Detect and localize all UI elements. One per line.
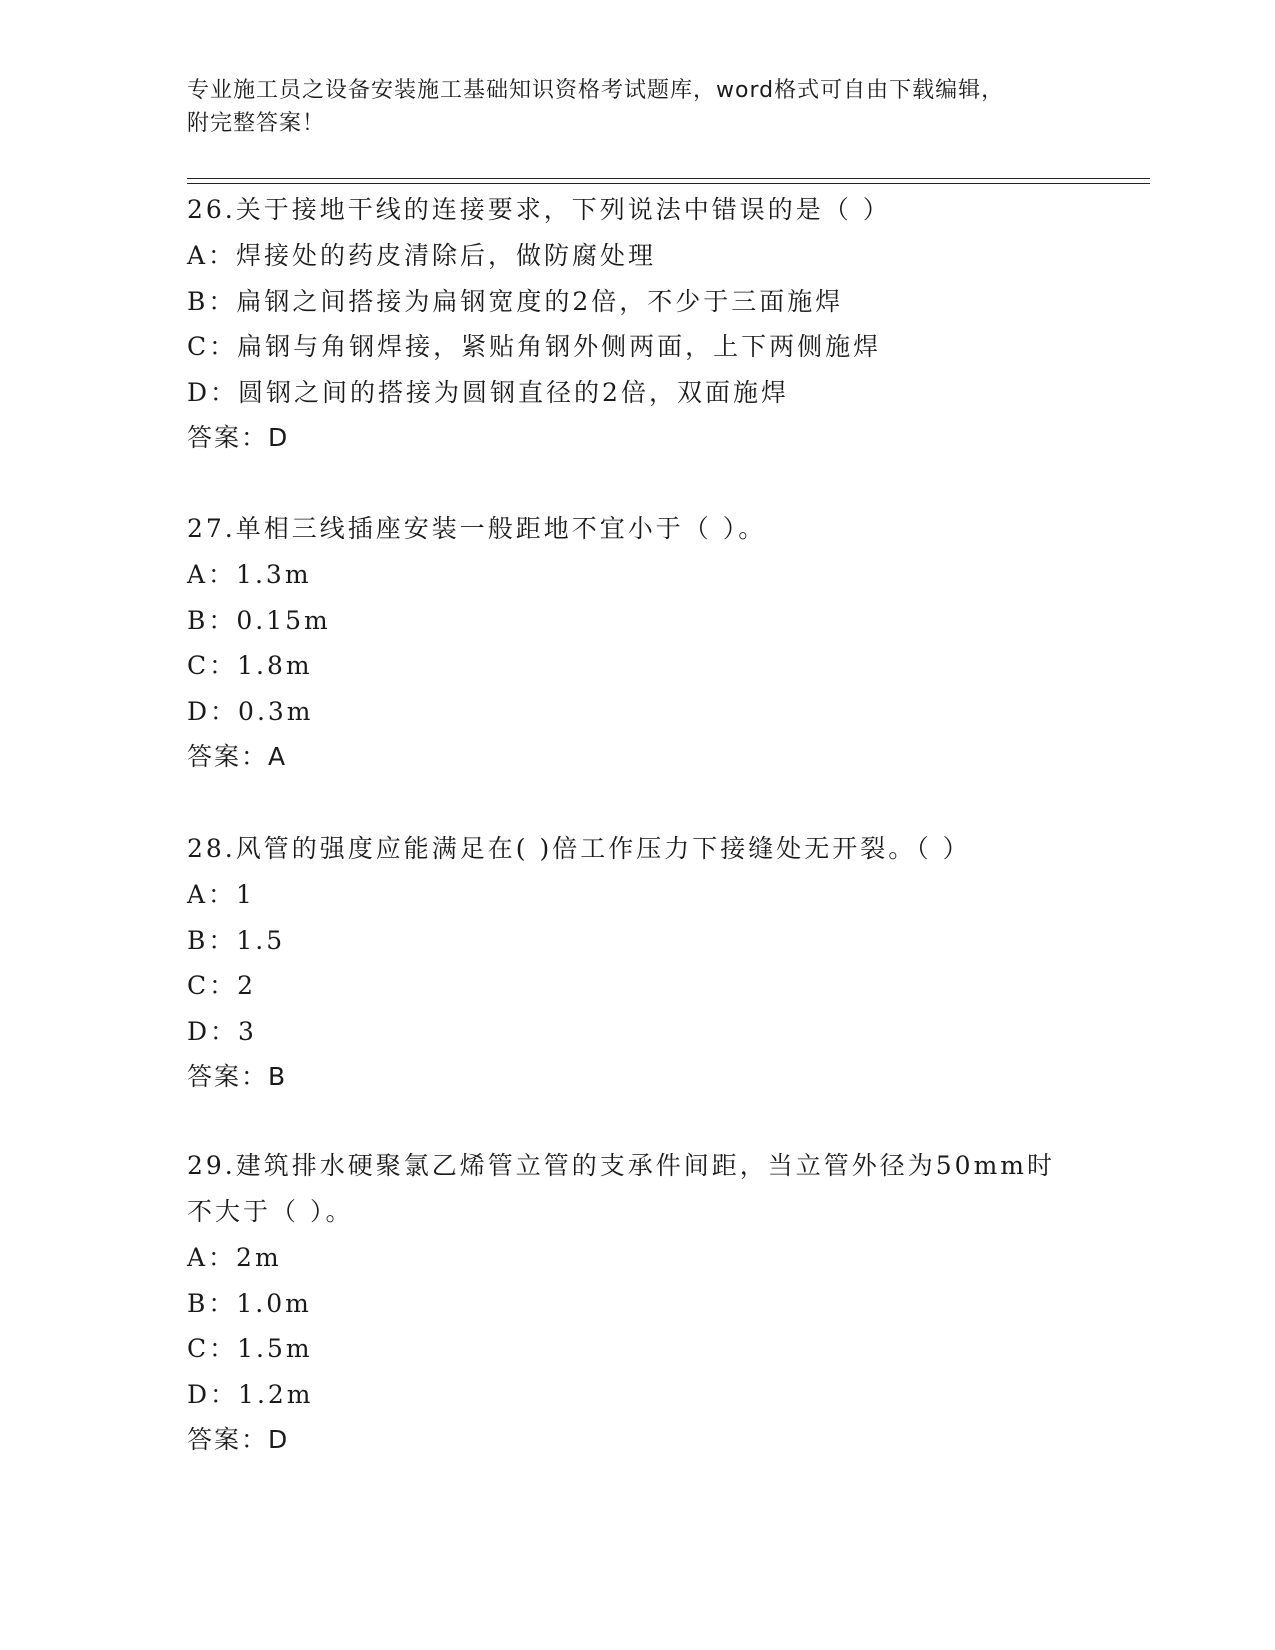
question-27 (187, 506, 1087, 780)
header-divider-bottom (187, 183, 1150, 184)
question-29 (187, 1143, 1087, 1463)
option-c: C：扁钢与角钢焊接，紧贴角钢外侧两面，上下两侧施焊 (187, 332, 882, 361)
answer: 答案：A (187, 742, 288, 771)
option-d: D：1.2m (187, 1379, 314, 1409)
option-a: A：2m (187, 1243, 282, 1272)
option-b: B：1.5 (187, 925, 286, 955)
document-header (187, 74, 1077, 140)
answer: 答案：D (187, 423, 290, 452)
option-d: D：3 (187, 1016, 257, 1046)
option-d: D：圆钢之间的搭接为圆钢直径的2倍，双面施焊 (187, 377, 789, 407)
option-a: A：1 (187, 880, 255, 909)
option-c: C：1.5m (187, 1334, 313, 1363)
header-line-1: 专业施工员之设备安装施工基础知识资格考试题库，word格式可自由下载编辑， (187, 78, 1005, 103)
answer: 答案：D (187, 1425, 290, 1454)
answer: 答案：B (187, 1062, 288, 1091)
header-divider-top (187, 178, 1150, 179)
option-b: B：0.15m (187, 605, 331, 635)
option-c: C：2 (187, 971, 257, 1000)
question-stem: 28.风管的强度应能满足在( )倍工作压力下接缝处无开裂。（ ） (187, 834, 971, 863)
option-a: A：1.3m (187, 560, 312, 589)
option-d: D：0.3m (187, 696, 314, 726)
question-stem-continued: 不大于（ ）。 (187, 1197, 354, 1226)
option-b: B：1.0m (187, 1288, 312, 1318)
option-a: A：焊接处的药皮清除后，做防腐处理 (187, 241, 657, 270)
question-stem: 29.建筑排水硬聚氯乙烯管立管的支承件间距，当立管外径为50mm时 (187, 1151, 1055, 1180)
option-b: B：扁钢之间搭接为扁钢宽度的2倍，不少于三面施焊 (187, 286, 844, 316)
question-stem: 27.单相三线插座安装一般距地不宜小于（ ）。 (187, 514, 767, 543)
question-28 (187, 826, 1087, 1100)
option-c: C：1.8m (187, 651, 313, 680)
question-26 (187, 187, 1087, 461)
header-line-2: 附完整答案！ (187, 111, 326, 136)
question-stem: 26.关于接地干线的连接要求，下列说法中错误的是（ ） (187, 195, 891, 224)
